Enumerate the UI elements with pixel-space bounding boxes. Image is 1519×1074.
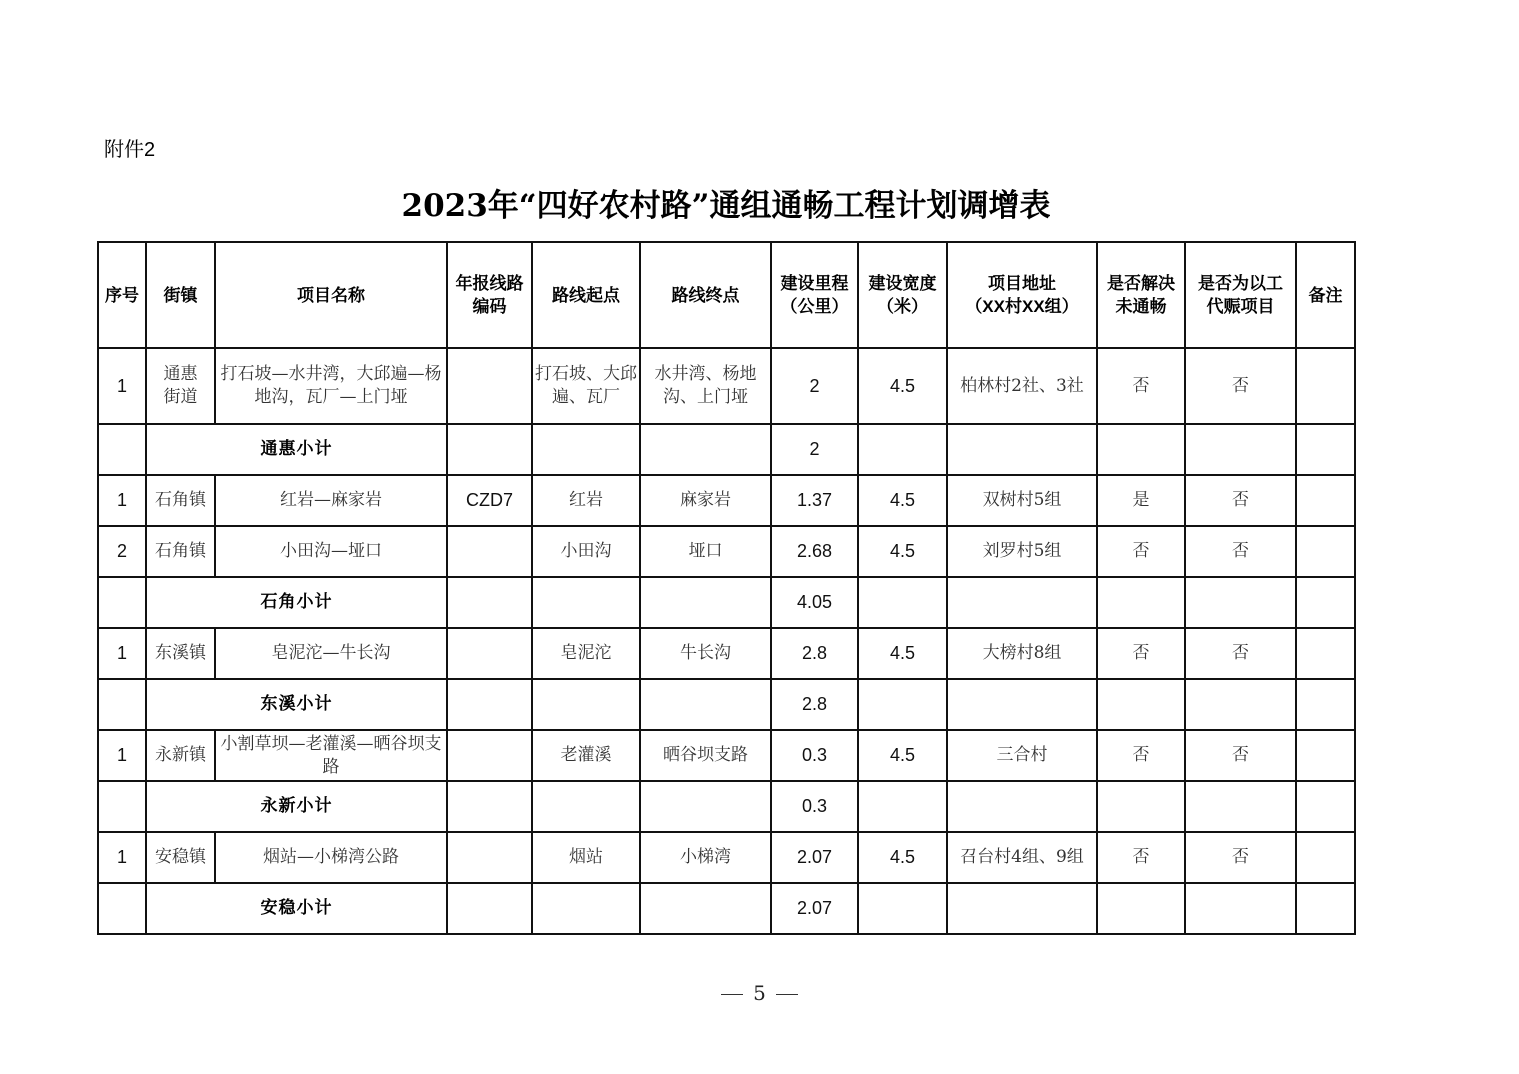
cell-note bbox=[1296, 475, 1355, 526]
header-work-relief: 是否为以工 代赈项目 bbox=[1185, 242, 1296, 348]
cell-solve: 否 bbox=[1097, 832, 1185, 883]
table-header-row bbox=[98, 242, 1355, 348]
cell-relief: 否 bbox=[1185, 628, 1296, 679]
table-row bbox=[98, 526, 1355, 577]
cell-note bbox=[1296, 832, 1355, 883]
cell-solve bbox=[1097, 424, 1185, 475]
cell-relief: 否 bbox=[1185, 475, 1296, 526]
table-row bbox=[98, 832, 1355, 883]
header-length: 建设里程 （公里） bbox=[771, 242, 858, 348]
cell-code bbox=[447, 424, 532, 475]
cell-relief: 否 bbox=[1185, 526, 1296, 577]
cell-note bbox=[1296, 628, 1355, 679]
cell-end: 牛长沟 bbox=[640, 628, 771, 679]
table-row bbox=[98, 348, 1355, 424]
cell-relief bbox=[1185, 679, 1296, 730]
cell-width bbox=[858, 679, 947, 730]
cell-start bbox=[532, 577, 640, 628]
header-width: 建设宽度 （米） bbox=[858, 242, 947, 348]
cell-note bbox=[1296, 348, 1355, 424]
cell-address: 双树村5组 bbox=[947, 475, 1097, 526]
cell-note bbox=[1296, 781, 1355, 832]
cell-project-name: 打石坡—水井湾，大邱遍—杨地沟，瓦厂—上门垭 bbox=[215, 348, 447, 424]
table-row bbox=[98, 730, 1355, 781]
cell-no: 1 bbox=[98, 348, 146, 424]
header-solve-unpaved: 是否解决 未通畅 bbox=[1097, 242, 1185, 348]
cell-note bbox=[1296, 730, 1355, 781]
cell-width bbox=[858, 577, 947, 628]
cell-town: 通惠 街道 bbox=[146, 348, 215, 424]
cell-start: 红岩 bbox=[532, 475, 640, 526]
cell-solve bbox=[1097, 781, 1185, 832]
cell-address bbox=[947, 781, 1097, 832]
cell-no bbox=[98, 781, 146, 832]
cell-town: 永新镇 bbox=[146, 730, 215, 781]
cell-note bbox=[1296, 883, 1355, 934]
cell-note bbox=[1296, 679, 1355, 730]
cell-end bbox=[640, 577, 771, 628]
cell-width bbox=[858, 883, 947, 934]
cell-address bbox=[947, 577, 1097, 628]
cell-solve bbox=[1097, 883, 1185, 934]
cell-solve: 是 bbox=[1097, 475, 1185, 526]
cell-end: 水井湾、杨地沟、上门垭 bbox=[640, 348, 771, 424]
cell-town: 石角镇 bbox=[146, 526, 215, 577]
cell-address: 柏林村2社、3社 bbox=[947, 348, 1097, 424]
cell-address bbox=[947, 424, 1097, 475]
cell-no: 2 bbox=[98, 526, 146, 577]
cell-project-name: 小田沟—垭口 bbox=[215, 526, 447, 577]
cell-start bbox=[532, 883, 640, 934]
cell-start bbox=[532, 424, 640, 475]
cell-town: 石角镇 bbox=[146, 475, 215, 526]
cell-solve: 否 bbox=[1097, 628, 1185, 679]
header-note: 备注 bbox=[1296, 242, 1355, 348]
cell-relief bbox=[1185, 424, 1296, 475]
header-town: 街镇 bbox=[146, 242, 215, 348]
subtotal-row bbox=[98, 424, 1355, 475]
cell-length: 2.8 bbox=[771, 628, 858, 679]
page-number: 5 bbox=[753, 981, 766, 1005]
cell-address bbox=[947, 679, 1097, 730]
subtotal-label: 石角小计 bbox=[146, 577, 447, 628]
cell-no: 1 bbox=[98, 832, 146, 883]
cell-length: 2.07 bbox=[771, 832, 858, 883]
subtotal-length: 2.07 bbox=[771, 883, 858, 934]
cell-end: 麻家岩 bbox=[640, 475, 771, 526]
table-row bbox=[98, 628, 1355, 679]
cell-note bbox=[1296, 577, 1355, 628]
cell-project-name: 烟站—小梯湾公路 bbox=[215, 832, 447, 883]
cell-end bbox=[640, 424, 771, 475]
subtotal-row bbox=[98, 781, 1355, 832]
page-footer bbox=[0, 981, 1519, 1005]
cell-relief bbox=[1185, 883, 1296, 934]
cell-length: 0.3 bbox=[771, 730, 858, 781]
dash-left bbox=[721, 994, 743, 995]
header-route-code: 年报线路 编码 bbox=[447, 242, 532, 348]
subtotal-row bbox=[98, 577, 1355, 628]
cell-width: 4.5 bbox=[858, 526, 947, 577]
cell-code bbox=[447, 679, 532, 730]
cell-width: 4.5 bbox=[858, 628, 947, 679]
cell-code: CZD7 bbox=[447, 475, 532, 526]
cell-relief: 否 bbox=[1185, 348, 1296, 424]
cell-no bbox=[98, 883, 146, 934]
subtotal-label: 永新小计 bbox=[146, 781, 447, 832]
cell-start bbox=[532, 679, 640, 730]
subtotal-length: 2.8 bbox=[771, 679, 858, 730]
cell-relief: 否 bbox=[1185, 730, 1296, 781]
cell-relief bbox=[1185, 781, 1296, 832]
cell-note bbox=[1296, 424, 1355, 475]
subtotal-row bbox=[98, 679, 1355, 730]
header-end: 路线终点 bbox=[640, 242, 771, 348]
cell-start: 老灌溪 bbox=[532, 730, 640, 781]
cell-address: 召台村4组、9组 bbox=[947, 832, 1097, 883]
cell-solve: 否 bbox=[1097, 730, 1185, 781]
cell-start bbox=[532, 781, 640, 832]
cell-end bbox=[640, 883, 771, 934]
cell-end: 小梯湾 bbox=[640, 832, 771, 883]
cell-no bbox=[98, 679, 146, 730]
cell-project-name: 小割草坝—老灌溪—晒谷坝支路 bbox=[215, 730, 447, 781]
cell-code bbox=[447, 628, 532, 679]
document-title: 2023年“四好农村路”通组通畅工程计划调增表 bbox=[401, 188, 1051, 224]
cell-solve bbox=[1097, 679, 1185, 730]
cell-code bbox=[447, 883, 532, 934]
table-row bbox=[98, 475, 1355, 526]
cell-no: 1 bbox=[98, 475, 146, 526]
subtotal-length: 2 bbox=[771, 424, 858, 475]
cell-code bbox=[447, 526, 532, 577]
cell-width bbox=[858, 781, 947, 832]
subtotal-label: 东溪小计 bbox=[146, 679, 447, 730]
subtotal-length: 4.05 bbox=[771, 577, 858, 628]
cell-start: 皂泥沱 bbox=[532, 628, 640, 679]
cell-solve bbox=[1097, 577, 1185, 628]
header-project-name: 项目名称 bbox=[215, 242, 447, 348]
cell-end bbox=[640, 679, 771, 730]
cell-width: 4.5 bbox=[858, 730, 947, 781]
cell-width: 4.5 bbox=[858, 348, 947, 424]
cell-solve: 否 bbox=[1097, 348, 1185, 424]
cell-code bbox=[447, 730, 532, 781]
header-address: 项目地址 （XX村XX组） bbox=[947, 242, 1097, 348]
plan-table bbox=[97, 241, 1356, 935]
cell-project-name: 红岩—麻家岩 bbox=[215, 475, 447, 526]
cell-width: 4.5 bbox=[858, 832, 947, 883]
subtotal-label: 通惠小计 bbox=[146, 424, 447, 475]
cell-code bbox=[447, 577, 532, 628]
cell-end: 晒谷坝支路 bbox=[640, 730, 771, 781]
cell-town: 东溪镇 bbox=[146, 628, 215, 679]
cell-length: 1.37 bbox=[771, 475, 858, 526]
cell-start: 打石坡、大邱遍、瓦厂 bbox=[532, 348, 640, 424]
cell-no bbox=[98, 577, 146, 628]
cell-project-name: 皂泥沱—牛长沟 bbox=[215, 628, 447, 679]
cell-length: 2 bbox=[771, 348, 858, 424]
subtotal-label: 安稳小计 bbox=[146, 883, 447, 934]
subtotal-row bbox=[98, 883, 1355, 934]
cell-width: 4.5 bbox=[858, 475, 947, 526]
cell-note bbox=[1296, 526, 1355, 577]
cell-relief bbox=[1185, 577, 1296, 628]
cell-code bbox=[447, 348, 532, 424]
cell-town: 安稳镇 bbox=[146, 832, 215, 883]
cell-code bbox=[447, 832, 532, 883]
cell-width bbox=[858, 424, 947, 475]
dash-right bbox=[776, 994, 798, 995]
cell-no: 1 bbox=[98, 730, 146, 781]
header-start: 路线起点 bbox=[532, 242, 640, 348]
cell-no bbox=[98, 424, 146, 475]
cell-start: 小田沟 bbox=[532, 526, 640, 577]
cell-code bbox=[447, 781, 532, 832]
cell-relief: 否 bbox=[1185, 832, 1296, 883]
subtotal-length: 0.3 bbox=[771, 781, 858, 832]
cell-start: 烟站 bbox=[532, 832, 640, 883]
cell-address bbox=[947, 883, 1097, 934]
header-no: 序号 bbox=[98, 242, 146, 348]
cell-length: 2.68 bbox=[771, 526, 858, 577]
cell-address: 刘罗村5组 bbox=[947, 526, 1097, 577]
cell-end bbox=[640, 781, 771, 832]
cell-end: 垭口 bbox=[640, 526, 771, 577]
attachment-label: 附件2 bbox=[104, 139, 156, 161]
cell-no: 1 bbox=[98, 628, 146, 679]
cell-address: 三合村 bbox=[947, 730, 1097, 781]
cell-address: 大榜村8组 bbox=[947, 628, 1097, 679]
cell-solve: 否 bbox=[1097, 526, 1185, 577]
